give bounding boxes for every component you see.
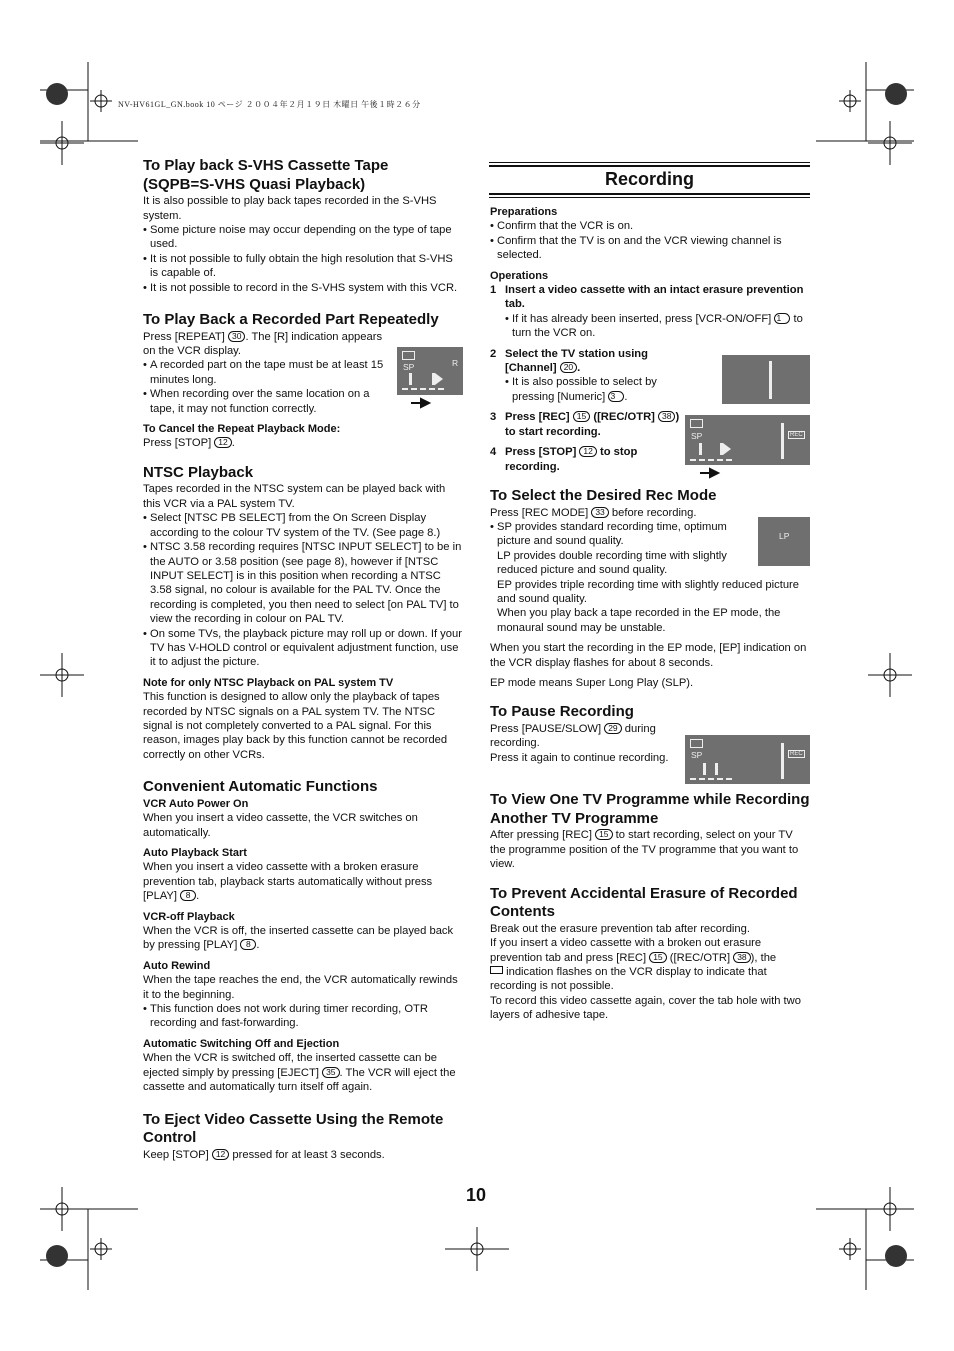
play-indicator-icon bbox=[409, 373, 435, 385]
svhs-bullet-1: • Some picture noise may occur depending on the type of tape used. bbox=[143, 223, 463, 252]
prevent-heading: To Prevent Accidental Erasure of Recorded Contents bbox=[490, 884, 798, 921]
svhs-bullet-3: • It is not possible to record in the S-VHS system with this VCR. bbox=[143, 281, 463, 295]
cancel-repeat-text: Press [STOP] 12 . bbox=[143, 437, 235, 450]
cancel-repeat-heading: To Cancel the Repeat Playback Mode: bbox=[143, 423, 341, 436]
auto-playback-heading: Auto Playback Start bbox=[143, 847, 247, 859]
cassette-icon bbox=[690, 739, 703, 748]
file-header: NV-HV61GL_GN.book 10 ページ ２００４年２月１９日 木曜日 午後１時２６分 bbox=[118, 100, 421, 109]
lp-indicator: LP bbox=[779, 531, 790, 541]
svhs-bullet-2: • It is not possible to fully obtain the high resolution that S-VHS is capable of. bbox=[143, 252, 463, 281]
prevent-text-2: If you insert a video cassette with a broken out erasure prevention tab and press [REC] 15 ([REC/OTR] 38 ), the indication flashes on the VCR display to indicate that recording is not possible. bbox=[490, 937, 777, 993]
auto-playback-text: When you insert a video cassette with a broken erasure prevention tab, playback starts automatically without press [PLAY] 8 . bbox=[143, 861, 433, 903]
play-indicator-icon bbox=[699, 443, 723, 455]
key-badge: 35 bbox=[322, 1067, 339, 1078]
prevent-text-3: To record this video cassette again, cover the tab hole with two layers of adhesive tape. bbox=[490, 994, 801, 1022]
key-badge: 3 bbox=[608, 391, 624, 402]
key-badge: 29 bbox=[604, 723, 621, 734]
prevent-text-1: Break out the erasure prevention tab after recording. bbox=[490, 922, 750, 935]
step-2: 2 Select the TV station using [Channel] 20 . bbox=[490, 347, 648, 375]
ntsc-bullet-2: • NTSC 3.58 recording requires [NTSC INPUT SELECT] to be in the AUTO or 3.58 position (see page 8), however if [NTSC INPUT SELECT] is in this position when recording a NTSC 3.58 signal, no colour is available for the PAL TV. Once the recording is completed, you then need to select [on PAL TV] to view the recording in colour on PAL TV. bbox=[143, 540, 463, 626]
recording-title: Recording bbox=[604, 169, 694, 189]
arrow-right-icon bbox=[700, 467, 722, 479]
pause-text: Press [PAUSE/SLOW] 29 during recording. bbox=[490, 722, 656, 750]
tape-bar bbox=[402, 388, 444, 390]
ntsc-bullet-3: • On some TVs, the playback picture may roll up or down. If your TV has V-HOLD control or equivalent adjustment function, use it to adjust the picture. bbox=[143, 627, 463, 670]
auto-eject-text: When the VCR is switched off, the inserted cassette can be ejected simply by pressing [EJECT] 35 . The VCR will eject the cassette and automatically turn itself off again. bbox=[143, 1052, 456, 1094]
vcr-off-heading: VCR-off Playback bbox=[143, 910, 235, 923]
key-badge: 15 bbox=[649, 952, 666, 963]
r-indicator: R bbox=[452, 358, 459, 368]
key-badge: 15 bbox=[573, 411, 590, 422]
auto-heading: Convenient Automatic Functions bbox=[143, 778, 378, 796]
operations-heading: Operations bbox=[490, 269, 549, 282]
view-text: After pressing [REC] 15 to start recording, select on your TV the programme position of the TV programme that you want to view. bbox=[490, 829, 799, 871]
key-badge: 38 bbox=[733, 952, 750, 963]
cassette-icon bbox=[490, 966, 503, 974]
auto-rewind-bullet: • This function does not work during timer recording, OTR recording and fast-forwarding. bbox=[143, 1002, 463, 1031]
vcr-display-lp bbox=[758, 517, 810, 566]
key-badge: 20 bbox=[560, 362, 577, 373]
step-2-note: • It is also possible to select by pressing [Numeric] 3 . bbox=[490, 375, 680, 404]
repeat-text: Press [REPEAT] 30 . The [R] indication appears on the VCR display. bbox=[143, 330, 383, 358]
arrow-right-icon bbox=[411, 397, 433, 409]
sp-indicator: SP bbox=[691, 431, 703, 441]
vcr-off-text: When the VCR is off, the inserted cassette can be played back by pressing [PLAY] 8 . bbox=[143, 925, 454, 952]
key-badge: 12 bbox=[212, 1149, 229, 1160]
title-rule-bottom bbox=[489, 193, 810, 195]
left-column bbox=[143, 157, 463, 1162]
key-badge: 15 bbox=[595, 829, 612, 840]
tape-bar bbox=[690, 778, 732, 780]
step-1-note: • If it has already been inserted, press [VCR-ON/OFF] 1 to turn the VCR on. bbox=[490, 312, 810, 341]
key-badge: 30 bbox=[228, 331, 245, 342]
vcr-display-recording bbox=[685, 415, 810, 465]
key-badge: 12 bbox=[214, 437, 231, 448]
pause-indicator-icon bbox=[703, 763, 718, 775]
repeat-heading: To Play Back a Recorded Part Repeatedly bbox=[143, 311, 439, 329]
ntsc-note: This function is designed to allow only the playback of tapes recorded by NTSC signals on a PAL system TV. The NTSC signal is not completely converted to a PAL signal. For this reason, images play back by this function cannot be recorded correctly on other VCRs. bbox=[143, 691, 448, 761]
right-column bbox=[490, 205, 810, 1023]
step-1: 1 Insert a video cassette with an intact erasure prevention tab. bbox=[490, 284, 804, 311]
key-badge: 33 bbox=[591, 507, 608, 518]
prep-bullet-1: • Confirm that the VCR is on. bbox=[490, 219, 810, 233]
key-badge: 38 bbox=[658, 411, 675, 422]
vcr-display-channel bbox=[722, 355, 810, 404]
rec-indicator: REC bbox=[790, 432, 803, 438]
channel-digit bbox=[781, 423, 784, 459]
sp-indicator: SP bbox=[691, 750, 703, 760]
prep-bullet-2: • Confirm that the TV is on and the VCR viewing channel is selected. bbox=[490, 234, 810, 263]
ntsc-note-heading: Note for only NTSC Playback on PAL system TV bbox=[143, 676, 394, 689]
sp-indicator: SP bbox=[403, 362, 415, 372]
rec-indicator: REC bbox=[790, 751, 803, 757]
channel-digit bbox=[781, 743, 784, 779]
ep-text: EP provides triple recording time with slightly reduced picture and sound quality. bbox=[497, 578, 799, 605]
title-rule-bottom-thin bbox=[489, 197, 810, 198]
lp-text: LP provides double recording time with slightly reduced picture and sound quality. bbox=[497, 549, 727, 577]
auto-power-text: When you insert a video cassette, the VCR switches on automatically. bbox=[143, 812, 418, 839]
step-4: 4 Press [STOP] 12 to stop recording. bbox=[490, 446, 638, 473]
svhs-heading: To Play back S-VHS Cassette Tape (SQPB=S-VHS Quasi Playback) bbox=[143, 157, 389, 193]
step-3: 3 Press [REC] 15 ([REC/OTR] 38 ) to start recording. bbox=[490, 411, 680, 438]
auto-power-heading: VCR Auto Power On bbox=[143, 797, 249, 810]
auto-eject-heading: Automatic Switching Off and Ejection bbox=[143, 1037, 340, 1050]
ntsc-intro: Tapes recorded in the NTSC system can be played back with this VCR via a PAL system TV. bbox=[143, 483, 446, 510]
ep-flash-text: When you start the recording in the EP mode, [EP] indication on the VCR display flashes for about 8 seconds. bbox=[490, 642, 807, 669]
rec-mode-text: Press [REC MODE] 33 before recording. bbox=[490, 506, 697, 519]
page-number: 10 bbox=[466, 1185, 487, 1205]
svhs-intro: It is also possible to play back tapes recorded in the S-VHS system. bbox=[143, 195, 437, 222]
cassette-icon bbox=[402, 351, 415, 360]
pause-continue: Press it again to continue recording. bbox=[490, 751, 669, 764]
play-arrow-icon bbox=[435, 373, 443, 385]
play-arrow-icon bbox=[723, 443, 731, 455]
rec-mode-bullet: • SP provides standard recording time, optimum picture and sound quality. bbox=[490, 520, 747, 549]
ntsc-heading: NTSC Playback bbox=[143, 463, 254, 481]
key-badge: 1 bbox=[774, 313, 790, 324]
ntsc-bullet-1: • Select [NTSC PB SELECT] from the On Screen Display according to the colour TV system of the TV. (See page 8.) bbox=[143, 511, 463, 540]
view-heading: To View One TV Programme while Recording Another TV Programme bbox=[490, 791, 810, 827]
eject-heading: To Eject Video Cassette Using the Remote Control bbox=[143, 1110, 444, 1147]
key-badge: 12 bbox=[579, 446, 596, 457]
cassette-icon bbox=[690, 419, 703, 428]
channel-digit bbox=[769, 361, 772, 399]
key-badge: 8 bbox=[180, 890, 196, 901]
title-rule-top bbox=[489, 165, 810, 167]
ep-note: When you play back a tape recorded in the EP mode, the monaural sound may be unstable. bbox=[497, 607, 781, 634]
pause-heading: To Pause Recording bbox=[490, 703, 634, 721]
key-badge: 8 bbox=[240, 939, 256, 950]
preparations-heading: Preparations bbox=[490, 206, 558, 218]
vcr-display-pause bbox=[685, 735, 810, 784]
vcr-display-repeat bbox=[397, 347, 463, 395]
slp-text: EP mode means Super Long Play (SLP). bbox=[490, 676, 694, 689]
rec-mode-heading: To Select the Desired Rec Mode bbox=[490, 486, 717, 504]
repeat-bullet-2: • When recording over the same location on a tape, it may not function correctly. bbox=[143, 387, 388, 416]
repeat-bullet-1: • A recorded part on the tape must be at least 15 minutes long. bbox=[143, 358, 388, 387]
title-rule-top-thin bbox=[489, 162, 810, 163]
tape-bar bbox=[690, 459, 732, 461]
auto-rewind-heading: Auto Rewind bbox=[143, 959, 211, 972]
auto-rewind-text: When the tape reaches the end, the VCR automatically rewinds it to the beginning. bbox=[143, 974, 458, 1001]
eject-text: Keep [STOP] 12 pressed for at least 3 seconds. bbox=[143, 1148, 385, 1161]
